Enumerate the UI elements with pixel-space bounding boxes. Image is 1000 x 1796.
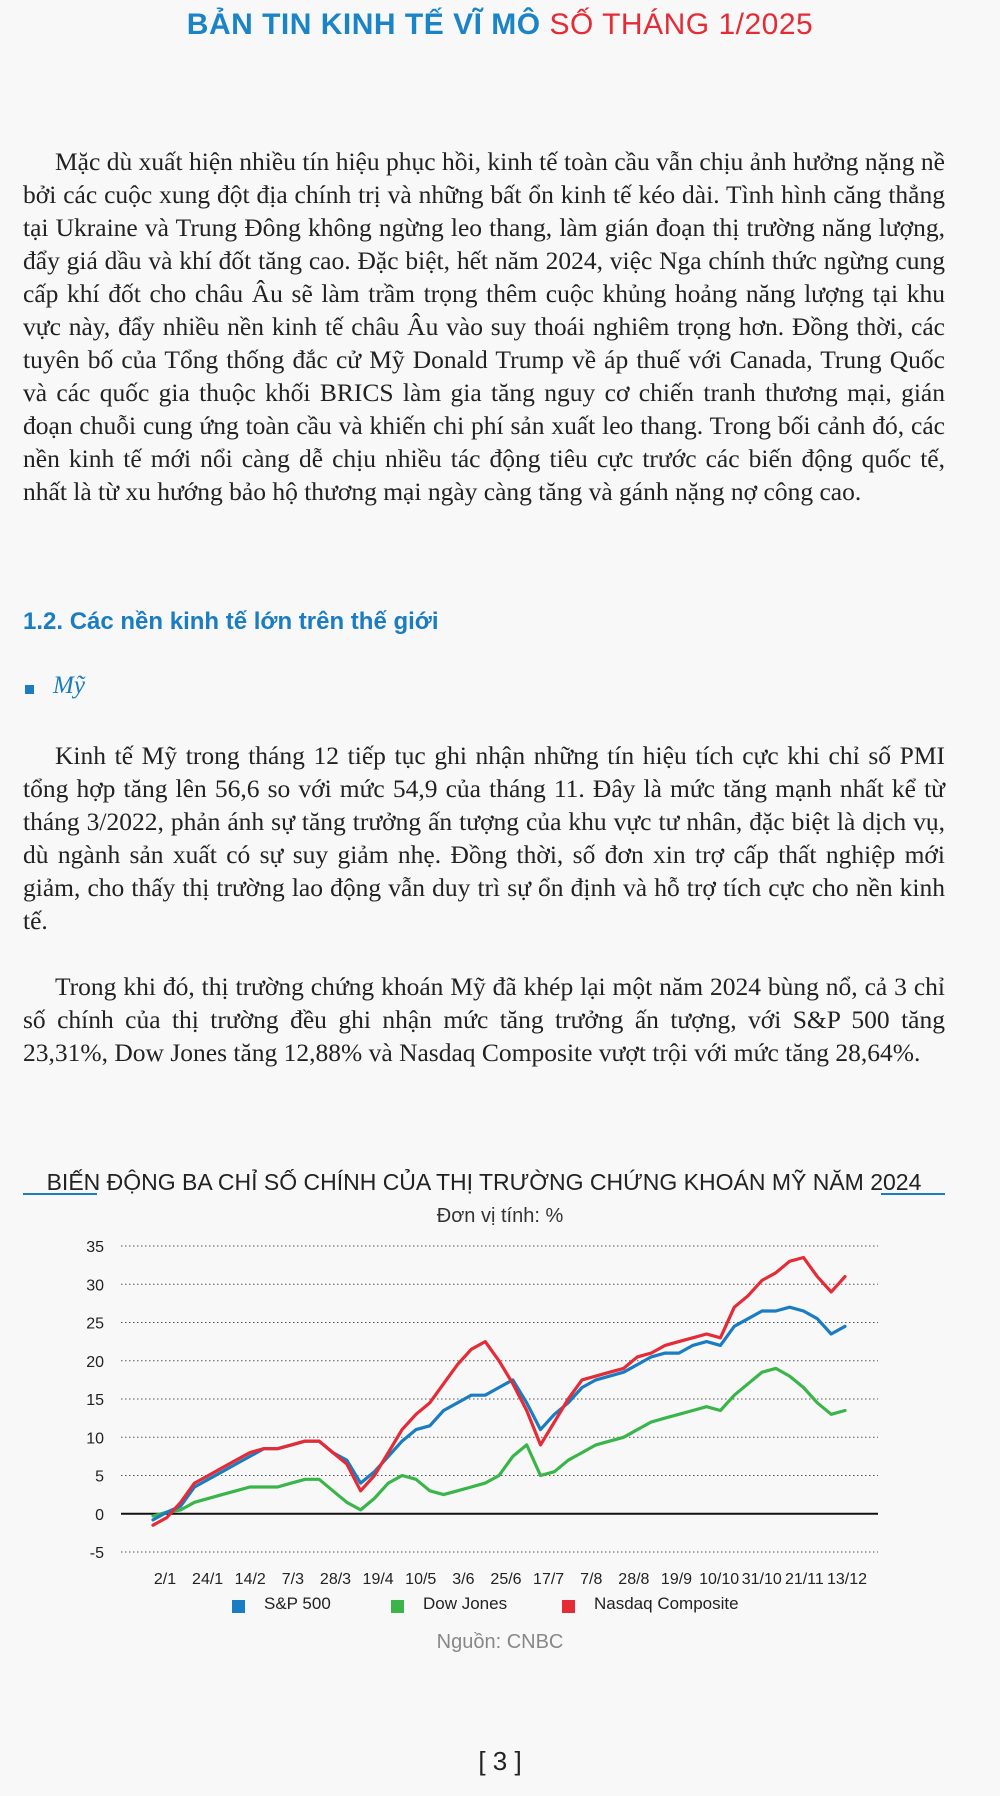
x-tick-label: 21/11 [784,1571,824,1588]
x-tick-label: 31/10 [741,1571,782,1588]
y-tick-label: 30 [86,1277,104,1295]
chart-unit: Đơn vị tính: % [436,1205,564,1227]
legend-label-sp500: S&P 500 [264,1594,331,1613]
bullet-label: Mỹ [53,672,85,699]
legend-label-dow: Dow Jones [423,1594,508,1613]
x-tick-label: 17/7 [533,1571,565,1588]
x-tick-label: 10/10 [699,1571,740,1588]
x-tick-label: 24/1 [192,1571,224,1588]
legend-swatch-nasdaq [562,1600,575,1613]
chart-title: BIẾN ĐỘNG BA CHỈ SỐ CHÍNH CỦA THỊ TRƯỜNG CHỨNG KHOÁN MỸ NĂM 2024 [46,1169,922,1195]
x-tick-label: 25/6 [490,1571,522,1588]
x-tick-label: 19/4 [362,1571,394,1588]
legend-swatch-dow [391,1600,404,1613]
y-tick-label: -5 [89,1545,104,1562]
x-tick-label: 28/3 [319,1571,352,1588]
y-tick-label: 10 [86,1430,104,1448]
y-tick-label: 25 [86,1315,104,1333]
chart-source: Nguồn: CNBC [436,1631,564,1653]
y-tick-label: 15 [86,1392,104,1409]
bullet-square-icon [25,685,34,694]
legend-swatch-sp500 [232,1600,245,1613]
x-tick-label: 2/1 [153,1571,177,1588]
x-tick-label: 10/5 [405,1571,437,1588]
x-tick-label: 14/2 [234,1571,266,1588]
intro-paragraph: Mặc dù xuất hiện nhiều tín hiệu phục hồi, kinh tế toàn cầu vẫn chịu ảnh hưởng nặng nề bởi các cuộc xung đột địa chính trị và những bất ổn kinh tế kéo dài. Tình hình căng thẳng tại Ukraine và Trung Đông không ngừng leo thang, làm gián đoạn thị trường năng lượng, đẩy giá dầu và khí đốt tăng cao. Đặc biệt, hết năm 2024, việc Nga chính thức ngừng cung cấp khí đốt cho châu Âu sẽ làm trầm trọng thêm cuộc khủng hoảng năng lượng tại khu vực này, đẩy nhiều nền kinh tế châu Âu vào suy thoái nghiêm trọng hơn. Đồng thời, các tuyên bố của Tổng thống đắc cử Mỹ Donald Trump về áp thuế với Canada, Trung Quốc và các quốc gia thuộc khối BRICS làm gia tăng nguy cơ chiến tranh thương mại, gián đoạn chuỗi cung ứng toàn cầu và khiến chi phí sản xuất leo thang. Trong bối cảnh đó, các nền kinh tế mới nổi càng dễ chịu nhiều tác động tiêu cực trước các biến động quốc tế, nhất là từ xu hướng bảo hộ thương mại ngày càng tăng và gánh nặng nợ công cao. [23,147,945,506]
x-tick-label: 19/9 [660,1571,693,1588]
us-pmi-paragraph: Kinh tế Mỹ trong tháng 12 tiếp tục ghi nhận những tín hiệu tích cực khi chỉ số PMI tổng hợp tăng lên 56,6 so với mức 54,9 của tháng 11. Đây là mức tăng mạnh nhất kể từ tháng 3/2022, phản ánh sự tăng trưởng ấn tượng của khu vực tư nhân, đặc biệt là dịch vụ, dù ngành sản xuất có sự suy giảm nhẹ. Đồng thời, số đơn xin trợ cấp thất nghiệp mới giảm, cho thấy thị trường lao động vẫn duy trì sự ổn định và hỗ trợ tích cực cho nền kinh tế. [23,741,945,935]
series-line-dow-jones [153,1368,845,1516]
page-header [0,8,1000,42]
x-tick-label: 7/8 [580,1571,603,1588]
section-title: 1.2. Các nền kinh tế lớn trên thế giới [23,608,439,635]
y-tick-label: 5 [95,1468,104,1486]
x-tick-label: 3/6 [452,1571,475,1588]
y-tick-label: 0 [95,1506,104,1524]
x-tick-label: 7/3 [281,1571,304,1588]
line-chart [0,1225,1000,1590]
legend-label-nasdaq: Nasdaq Composite [594,1594,739,1613]
header-issue: SỐ THÁNG 1/2025 [549,8,814,41]
x-tick-label: 28/8 [618,1571,650,1588]
x-tick-label: 13/12 [826,1571,868,1588]
chart-title-block [23,1165,945,1205]
y-tick-label: 35 [86,1239,104,1256]
y-tick-label: 20 [86,1353,104,1371]
header-title: BẢN TIN KINH TẾ VĨ MÔ [186,8,541,41]
us-stocks-paragraph: Trong khi đó, thị trường chứng khoán Mỹ đã khép lại một năm 2024 bùng nổ, cả 3 chỉ số chính của thị trường đều ghi nhận mức tăng trưởng ấn tượng, với S&P 500 tăng 23,31%, Dow Jones tăng 12,88% và Nasdaq Composite vượt trội với mức tăng 28,64%. [23,972,945,1067]
page-number: [ 3 ] [478,1746,522,1776]
